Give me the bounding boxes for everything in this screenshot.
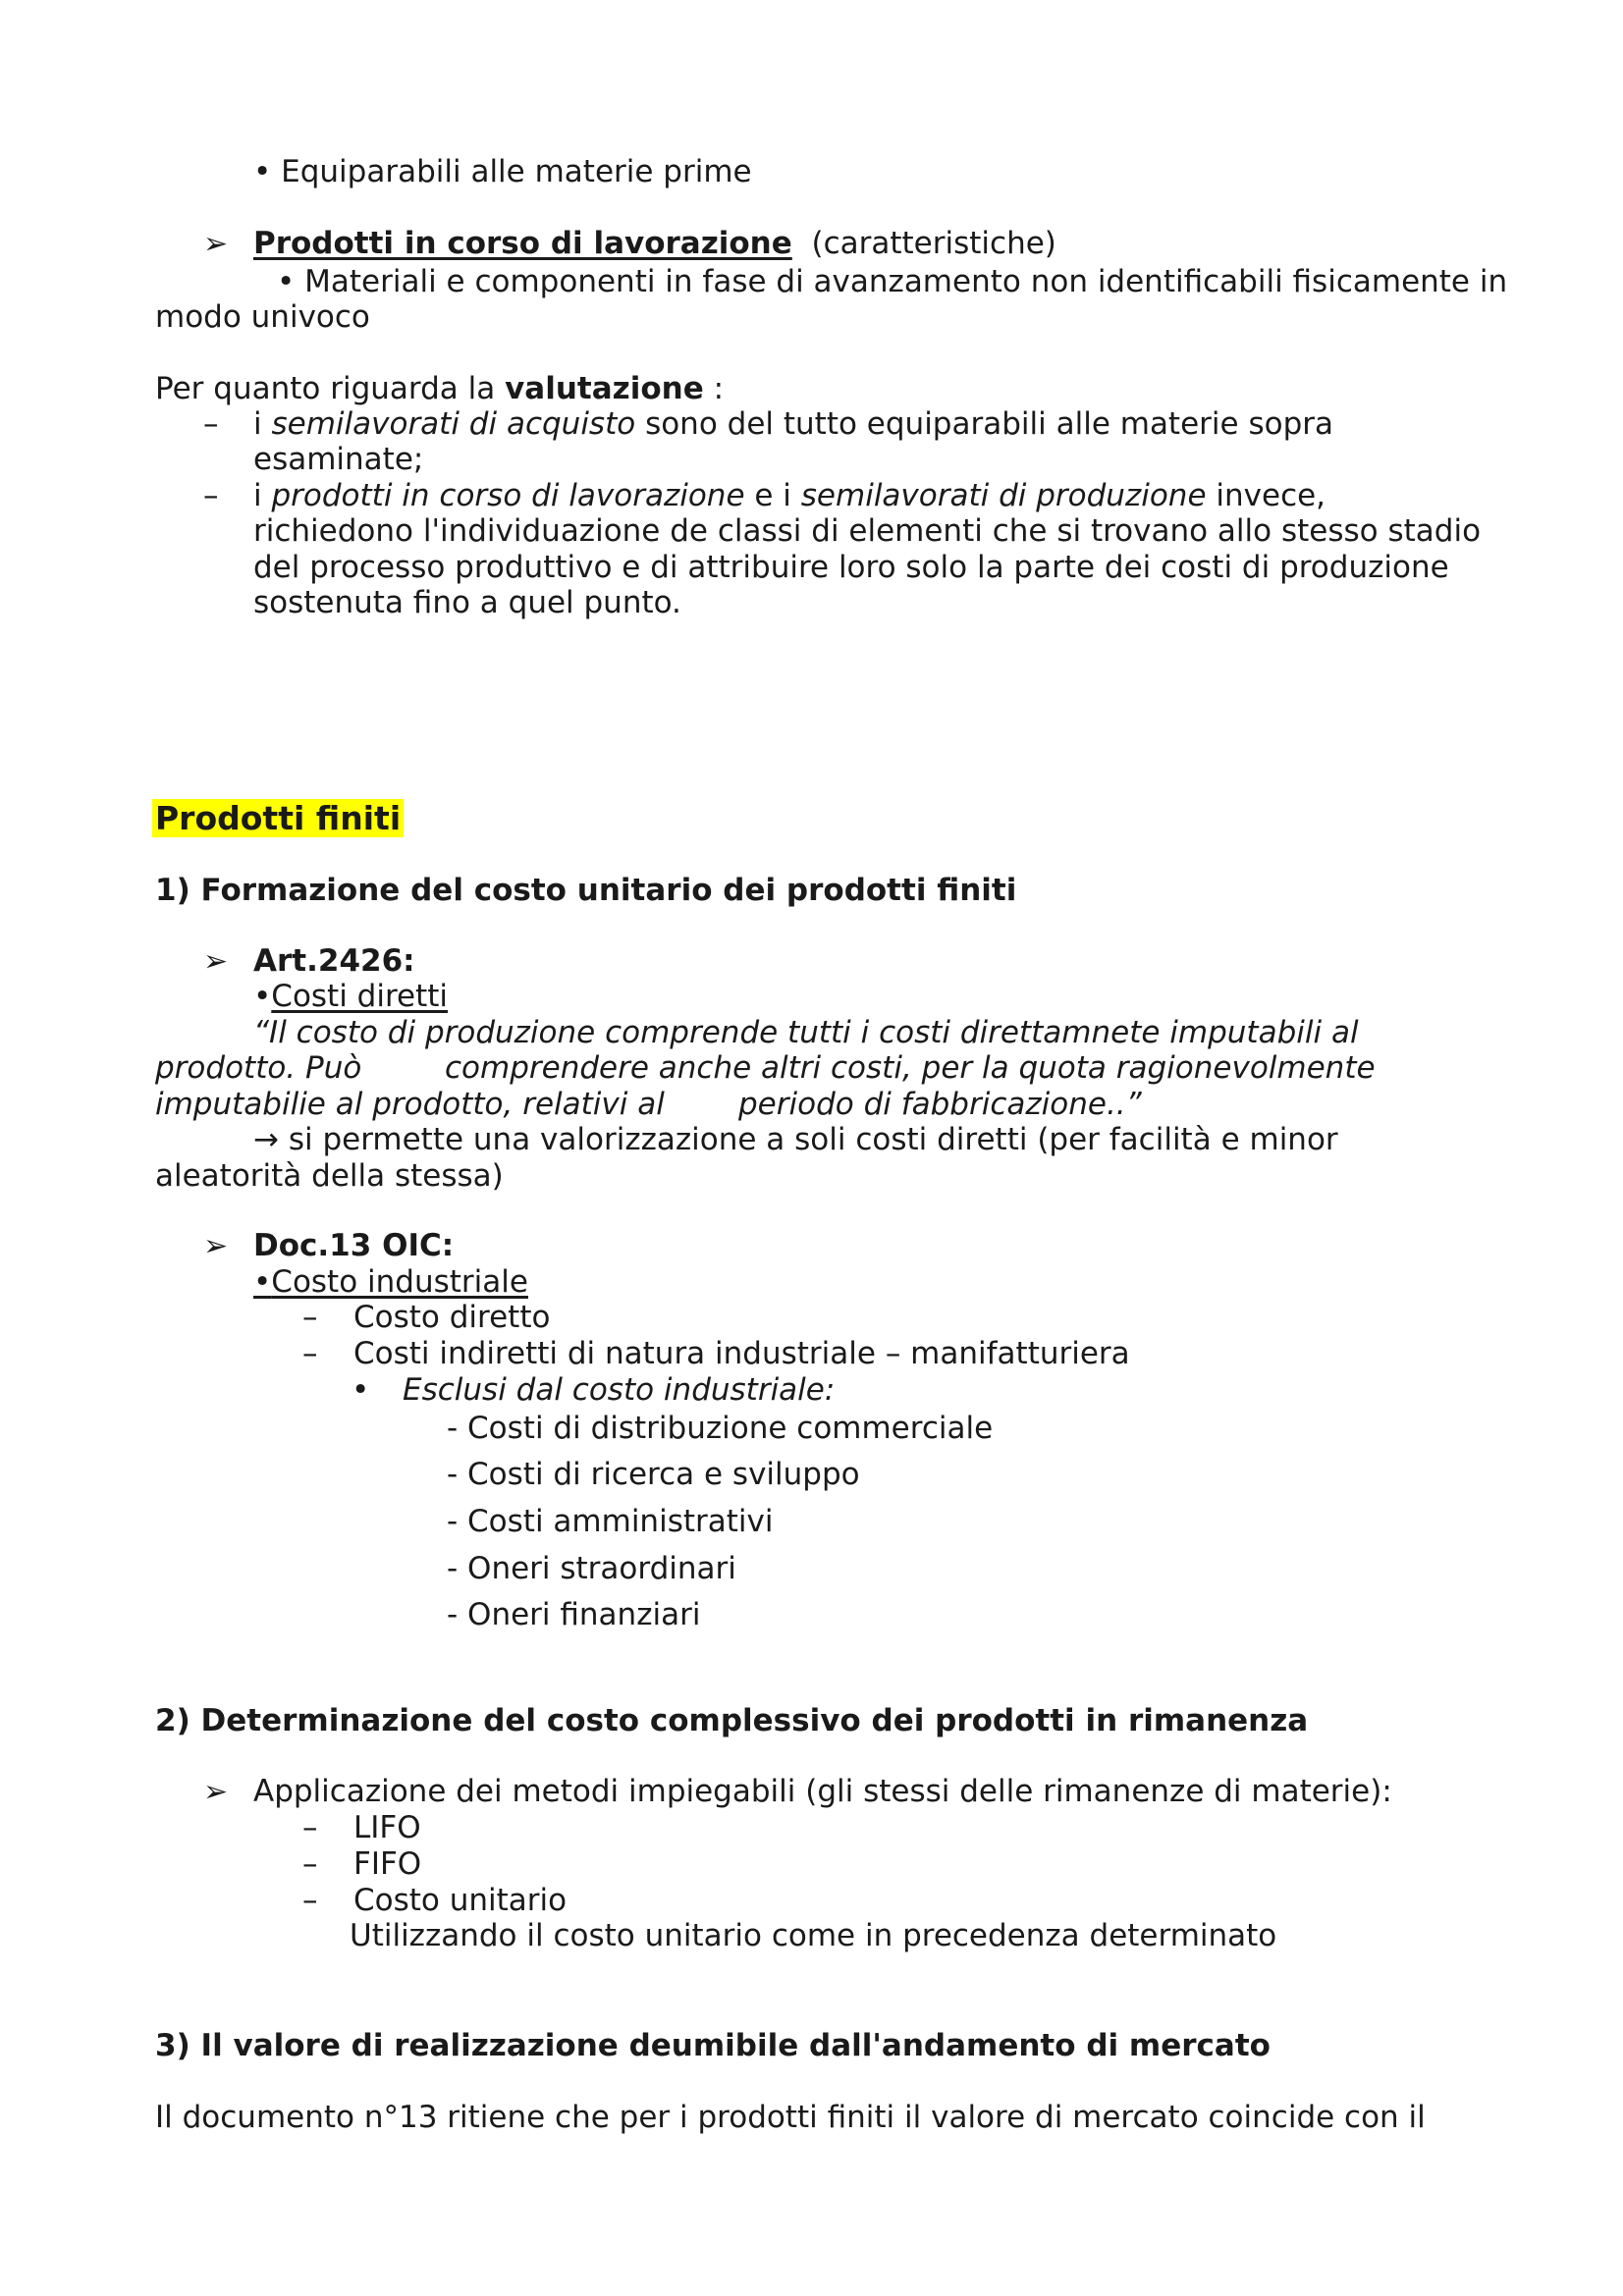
section2-title: 2) Determinazione del costo complessivo dei prodotti in rimanenza <box>155 1703 1309 1738</box>
dash-bullet-icon: – <box>302 1810 318 1845</box>
materiali-line1: • Materiali e componenti in fase di avanzamento non identificabili fisicamente in <box>277 264 1508 299</box>
quote-line3b: periodo di fabbricazione..” <box>738 1087 1142 1122</box>
art-title: Art.2426: <box>253 943 415 979</box>
valutazione-intro-suffix: : <box>713 371 725 406</box>
item2-mid: e i <box>754 478 791 513</box>
valutazione-item2-line3: del processo produttivo e di attribuire loro solo la parte dei costi di produzione <box>253 550 1449 585</box>
item2-rest: invece, <box>1216 478 1326 513</box>
arrow-bullet-icon: ➢ <box>203 944 229 979</box>
valutazione-item1-line2: esaminate; <box>253 442 424 477</box>
arrow-bullet-icon: ➢ <box>203 1229 229 1263</box>
quote-line3a: imputabilie al prodotto, relativi al <box>155 1087 665 1122</box>
prodotti-finiti-heading <box>152 801 404 837</box>
costi-diretti-line <box>253 979 448 1014</box>
section3-title: 3) Il valore di realizzazione deumibile dall'andamento di mercato <box>155 2028 1271 2063</box>
arrow-bullet-icon: ➢ <box>203 1775 229 1809</box>
metodo-item: LIFO <box>353 1810 421 1845</box>
esclusi-item: - Costi di distribuzione commerciale <box>447 1411 994 1446</box>
doc-title: Doc.13 OIC: <box>253 1228 455 1263</box>
metodo-item: FIFO <box>353 1846 422 1882</box>
arrow-bullet-icon: ➢ <box>203 227 229 261</box>
esclusi-item: - Oneri straordinari <box>447 1551 736 1586</box>
costo-industriale: Costo industriale <box>271 1264 528 1300</box>
prodotti-finiti-heading-text: Prodotti finiti <box>152 799 404 837</box>
dash-bullet-icon: – <box>302 1300 318 1335</box>
prodotti-corso-title: Prodotti in corso di lavorazione <box>253 226 792 261</box>
bullet-equiparabili: • Equiparabili alle materie prime <box>253 154 752 189</box>
dash-bullet-icon: – <box>302 1883 318 1918</box>
item2-italic2: semilavorati di produzione <box>800 478 1207 513</box>
item2-italic1: prodotti in corso di lavorazione <box>271 478 745 513</box>
prodotti-corso-line <box>253 226 1056 261</box>
valutazione-item2 <box>253 478 1325 513</box>
valutazione-item2-line2: richiedono l'individuazione de classi di elementi che si trovano allo stesso stadio <box>253 513 1482 549</box>
dash-bullet-icon: – <box>203 478 219 513</box>
esclusi: Esclusi dal costo industriale: <box>403 1372 836 1408</box>
documento-line: Il documento n°13 ritiene che per i prodotti finiti il valore di mercato coincide con il <box>155 2100 1426 2135</box>
section1-title: 1) Formazione del costo unitario dei prodotti finiti <box>155 873 1017 908</box>
esclusi-item: - Costi amministrativi <box>447 1504 774 1539</box>
metodo-item: Costo unitario <box>353 1883 568 1918</box>
note-line2: aleatorità della stessa) <box>155 1158 504 1194</box>
applicazione: Applicazione dei metodi impiegabili (gli stessi delle rimanenze di materie): <box>253 1774 1392 1809</box>
quote-line2b: comprendere anche altri costi, per la quota ragionevolmente <box>445 1050 1376 1086</box>
esclusi-bullet: • <box>352 1372 370 1408</box>
item1-italic: semilavorati di acquisto <box>271 406 636 442</box>
costo-industriale-line <box>253 1264 528 1300</box>
valutazione-intro-bold: valutazione <box>505 371 704 406</box>
item1-rest: sono del tutto equiparabili alle materie sopra <box>645 406 1333 442</box>
valutazione-item1 <box>253 406 1333 442</box>
item1-prefix: i <box>253 406 262 442</box>
utilizzando: Utilizzando il costo unitario come in precedenza determinato <box>350 1918 1277 1953</box>
dash-bullet-icon: – <box>302 1336 318 1371</box>
note-line1: → si permette una valorizzazione a soli costi diretti (per facilità e minor <box>253 1122 1338 1157</box>
costi-diretti: Costi diretti <box>271 979 449 1014</box>
costo-industriale-bullet: • <box>253 1264 272 1300</box>
prodotti-corso-note: (caratteristiche) <box>811 226 1056 261</box>
dash-bullet-icon: – <box>302 1846 318 1882</box>
esclusi-item: - Costi di ricerca e sviluppo <box>447 1457 860 1492</box>
item2-prefix: i <box>253 478 262 513</box>
valutazione-intro-prefix: Per quanto riguarda la <box>155 371 496 406</box>
valutazione-intro <box>155 371 724 406</box>
esclusi-item: - Oneri finanziari <box>447 1597 701 1632</box>
quote-line2a: prodotto. Può <box>155 1050 362 1086</box>
quote-line1: “Il costo di produzione comprende tutti i costi direttamnete imputabili al <box>253 1015 1359 1050</box>
costo-diretto: Costo diretto <box>353 1300 551 1335</box>
costi-indiretti: Costi indiretti di natura industriale – manifatturiera <box>353 1336 1130 1371</box>
costi-diretti-bullet: • <box>253 979 272 1014</box>
materiali-line2: modo univoco <box>155 299 370 335</box>
valutazione-item2-line4: sostenuta fino a quel punto. <box>253 585 681 620</box>
dash-bullet-icon: – <box>203 406 219 442</box>
